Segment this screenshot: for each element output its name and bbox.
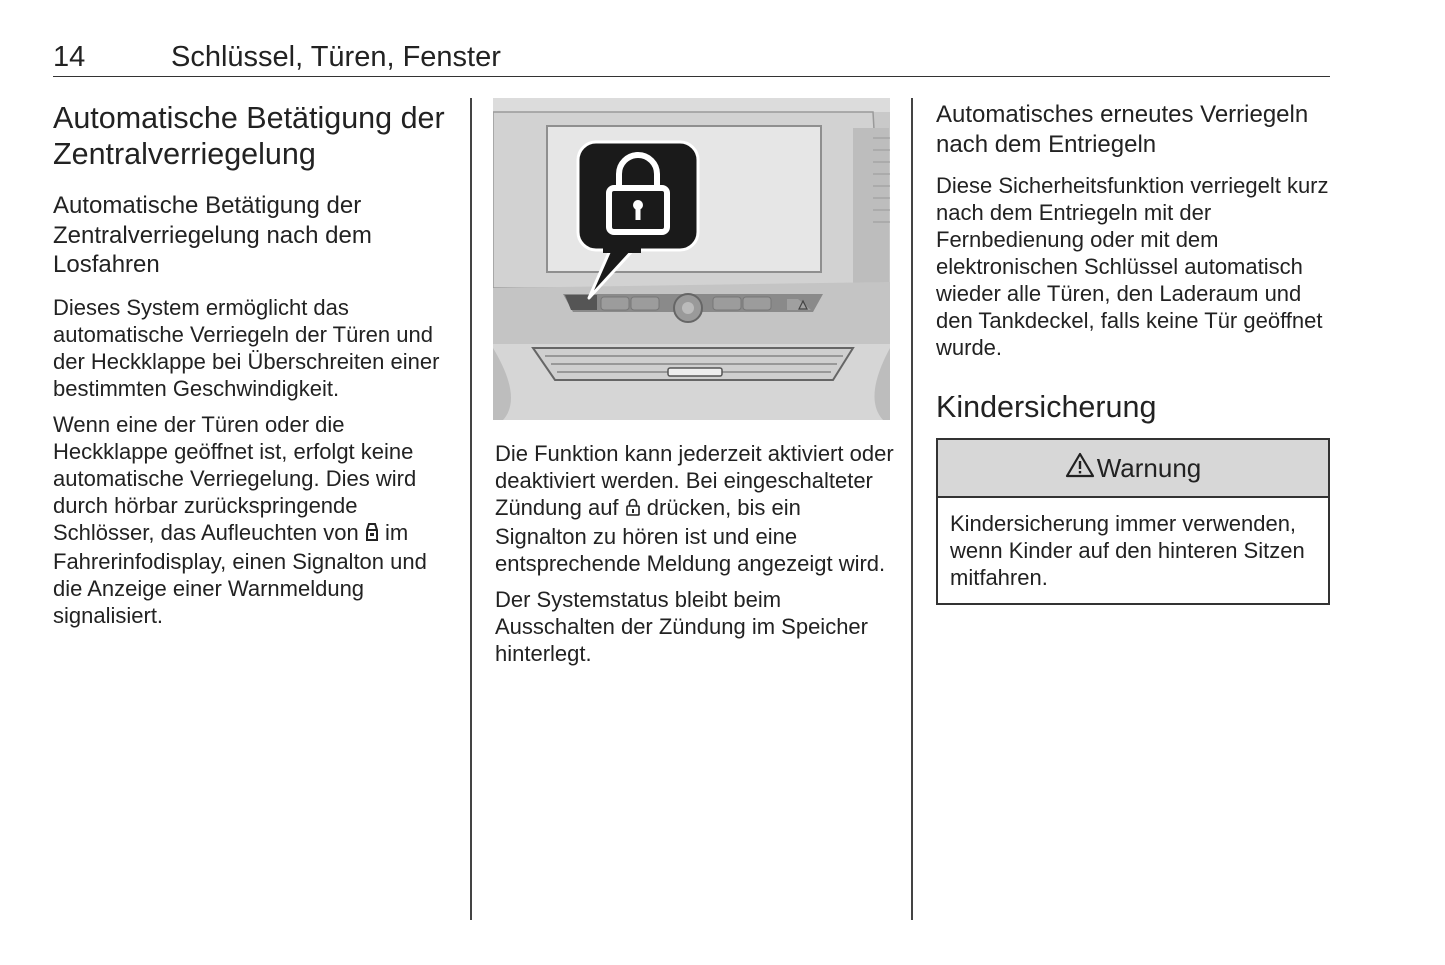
page-header xyxy=(53,40,1330,77)
column-left xyxy=(53,100,453,629)
warning-header xyxy=(938,440,1328,498)
warning-triangle-icon xyxy=(1065,452,1095,485)
warning-box xyxy=(936,438,1330,605)
warning-label: Warnung xyxy=(1096,452,1202,483)
page-number: 14 xyxy=(53,41,86,73)
section-subtitle: Automatisches erneutes Verriegeln nach dem Entriegeln xyxy=(936,101,1309,158)
paragraph xyxy=(53,411,453,629)
lock-icon xyxy=(625,496,641,523)
paragraph: Diese Sicherheitsfunktion verriegelt kurz nach dem Entriegeln mit der Fernbedienung oder mit dem elektronischen Schlüssel automatisch wieder alle Türen, den Laderaum und den Tankdeckel, falls keine Tür geöffnet wurde. xyxy=(936,173,1329,360)
column-divider xyxy=(911,98,913,920)
column-right xyxy=(936,100,1331,605)
paragraph-text: im Fahrerinfodisplay, einen Signalton und die Anzeige einer Warnmeldung signalisiert. xyxy=(53,519,427,628)
column-middle xyxy=(495,100,895,667)
paragraph-text: Wenn eine der Türen oder die Heckklappe geöffnet ist, erfolgt keine automatische Verriegelung. Dies wird durch hörbar zurückspringende Schlösser, das Aufleuchten von xyxy=(53,411,417,545)
section-title: Automatische Betätigung der Zentralverriegelung xyxy=(53,101,445,171)
paragraph xyxy=(495,440,895,577)
warning-text: Kindersicherung immer verwenden, wenn Kinder auf den hinteren Sitzen mitfahren. xyxy=(950,511,1305,590)
paragraph-text: drücken, bis ein Signalton zu hören ist und eine entsprechende Meldung angezeigt wird. xyxy=(495,495,886,576)
section-subtitle: Automatische Betätigung der Zentralverriegelung nach dem Losfahren xyxy=(53,192,372,278)
paragraph: Der Systemstatus bleibt beim Ausschalten der Zündung im Speicher hinterlegt. xyxy=(495,587,868,666)
chapter-title: Schlüssel, Türen, Fenster xyxy=(171,41,501,73)
paragraph: Dieses System ermöglicht das automatische Verriegeln der Türen und der Heckklappe bei Überschreiten einer bestimmten Geschwindigkeit. xyxy=(53,294,440,401)
paragraph-text: Die Funktion kann jederzeit aktiviert oder deaktiviert werden. Bei eingeschalteter Zündung auf xyxy=(495,441,894,520)
column-divider xyxy=(470,98,472,920)
section-title: Kindersicherung xyxy=(936,390,1157,424)
door-open-icon xyxy=(365,521,379,548)
